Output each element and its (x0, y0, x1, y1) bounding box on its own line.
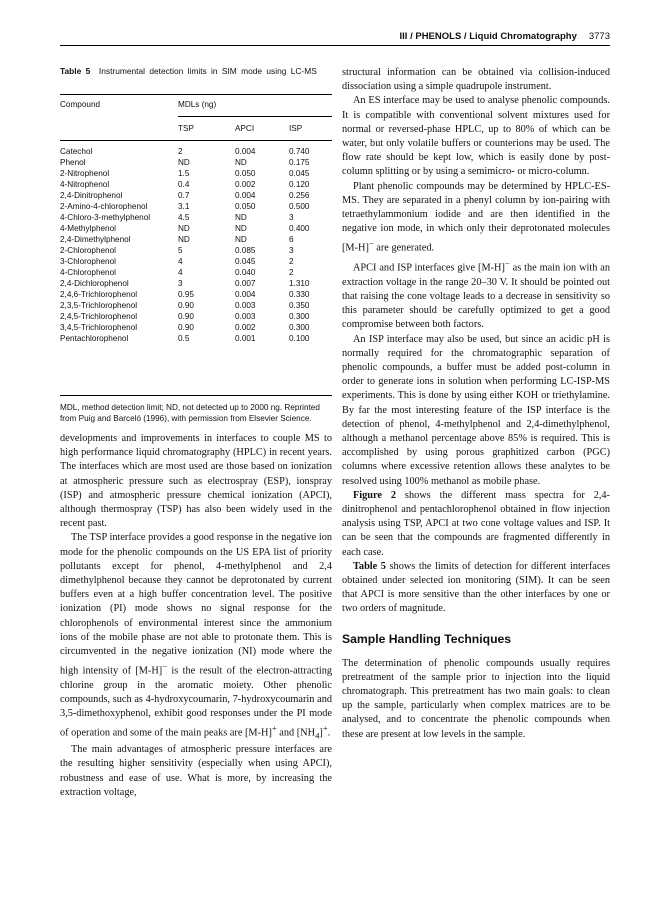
tsp-cell: 0.90 (178, 312, 194, 321)
paragraph: developments and improvements in interfaces to couple MS to high performance liquid chromatography (HPLC) in recent years. The interfaces which are most used are those based on ionization at atmospheric pressure such as electrospray (ESP), ionspray (ISP) and atmospheric pressure chemical ionization (APCI), although thermospray (TSP) has also been widely used in the recent past. (60, 433, 332, 530)
ion-formula: ] (319, 727, 323, 739)
running-head-title: III / PHENOLS / Liquid Chromatography (399, 31, 577, 42)
table-row (60, 257, 332, 267)
compound-cell: 4-Methylphenol (60, 224, 116, 233)
table-row (60, 312, 332, 322)
paragraph-text: shows the limits of detection for different interfaces obtained under selected ion monitoring (SIM). It can be seen that APCI is more sensitive than the other interfaces by one or two orders of magnitude. (342, 560, 611, 615)
tsp-cell: 1.5 (178, 169, 190, 178)
compound-cell: 2,4-Dinitrophenol (60, 191, 123, 200)
table-row (60, 290, 332, 300)
tsp-cell: ND (178, 224, 190, 233)
paragraph-text: is the result of the electron-attracting chlorine group in the aromatic moiety. Other phenolic compounds, such as 4-hydroxycoumarin, 7-hydroxycoumarin and 3,5-dimethoxyphenol, exhibit good responses under the PI mode of operation and some of the main peaks are (60, 665, 332, 739)
table-header-apci: APCI (235, 124, 255, 133)
table-caption-label: Table 5 (60, 66, 91, 76)
table-header-isp: ISP (289, 124, 303, 133)
paragraph (60, 531, 332, 743)
isp-cell: 6 (289, 235, 294, 244)
table-row (60, 191, 332, 201)
tsp-cell: 0.90 (178, 301, 194, 310)
subscript: 4 (315, 730, 320, 741)
paragraph-text: and (276, 727, 297, 739)
table-row (60, 246, 332, 256)
isp-cell: 0.256 (289, 191, 310, 200)
apci-cell: ND (235, 158, 247, 167)
table-row (60, 224, 332, 234)
table-row (60, 301, 332, 311)
apci-cell: 0.045 (235, 257, 256, 266)
compound-cell: 4-Nitrophenol (60, 180, 110, 189)
paragraph-text: as the main ion with an extraction voltage in the range 20–30 V. It should be pointed out that raising the cone voltage leads to a decrease in sensitivity so this parameter should be carefully optimized to get a good compromise between both factors. (342, 262, 610, 331)
paragraph-text: Plant phenolic compounds may be determined by HPLC-ES-MS. They are separated in a phenyl column by ion-pairing with tetraethylammonium iodide and are then identified in the negative ion mode, in which only their deprotonated molecules (342, 180, 610, 235)
apci-cell: 0.004 (235, 191, 256, 200)
compound-cell: 2,3,5-Trichlorophenol (60, 301, 138, 310)
compound-cell: 2,4,6-Trichlorophenol (60, 290, 138, 299)
tsp-cell: 4.5 (178, 213, 190, 222)
isp-cell: 0.500 (289, 202, 310, 211)
paragraph (342, 560, 610, 617)
compound-cell: Phenol (60, 158, 86, 167)
compound-cell: 3-Chlorophenol (60, 257, 116, 266)
compound-cell: 4-Chlorophenol (60, 268, 116, 277)
tsp-cell: 0.7 (178, 191, 190, 200)
paragraph-text: APCI and ISP interfaces give (353, 262, 479, 274)
compound-cell: 2-Chlorophenol (60, 246, 116, 255)
table-header-compound: Compound (60, 100, 101, 109)
tsp-cell: ND (178, 235, 190, 244)
compound-cell: 4-Chloro-3-methylphenol (60, 213, 151, 222)
isp-cell: 0.350 (289, 301, 310, 310)
paragraph (342, 180, 610, 256)
isp-cell: 0.330 (289, 290, 310, 299)
table-row (60, 180, 332, 190)
tsp-cell: 4 (178, 257, 183, 266)
table-top-rule (60, 94, 332, 95)
tsp-cell: 5 (178, 246, 183, 255)
isp-cell: 0.400 (289, 224, 310, 233)
ion-formula: [M-H] (342, 242, 369, 254)
compound-cell: Catechol (60, 147, 93, 156)
table-footnote: MDL, method detection limit; ND, not detected up to 2000 ng. Reprinted from Puig and Barceló (1996), with permission from Elsevier Science. (60, 403, 320, 423)
isp-cell: 1.310 (289, 279, 310, 288)
isp-cell: 3 (289, 213, 294, 222)
compound-cell: 2,4-Dimethylphenol (60, 235, 131, 244)
apci-cell: 0.004 (235, 290, 256, 299)
table-reference-link[interactable]: Table 5 (353, 560, 386, 572)
charge-sign: − (162, 661, 168, 672)
charge-sign: − (504, 258, 510, 269)
tsp-cell: 3.1 (178, 202, 190, 211)
paragraph: The determination of phenolic compounds usually requires pretreatment of the sample prior to injection into the liquid chromatograph. This pretreatment has two main goals: to clean up the sample, particularly when complex matrices are to be analysed, and to concentrate the phenolic compounds when these are present at low levels in the sample. (342, 657, 610, 740)
charge-sign: + (322, 723, 328, 734)
paragraph: An ES interface may be used to analyse phenolic compounds. It is compatible with conventional solvent mixtures used for normal or reversed-phase HPLC, up to 80% of which can be water, but only volatile buffers or counterions may be used. The flow rate should be kept low, which is easily done by post-column splitting or by using a semimicro- or micro-column. (342, 95, 610, 178)
apci-cell: 0.002 (235, 323, 256, 332)
compound-cell: 2,4-Dichlorophenol (60, 279, 129, 288)
table-row (60, 268, 332, 278)
table-row (60, 334, 332, 344)
charge-sign: + (271, 723, 277, 734)
tsp-cell: 4 (178, 268, 183, 277)
tsp-cell: 0.95 (178, 290, 194, 299)
paragraph: An ISP interface may also be used, but since an acidic pH is normally required for the chromatographic separation of phenolic compounds, a buffer must be added post-column in order to generate ions in solution when performing LC-ISP-MS experiments. This is done by using either KOH or triethylamine. By far the most interesting feature of the ISP interface is the detection of phenol, 4-methylphenol and 2,4-dimethylphenol, although a methanol percentage above 85% is required. This is accomplished by using porous graphitized carbon (PGC) columns where excessive retention allows these analytes to be resolved using 100% methanol as mobile phase. (342, 333, 610, 487)
table-row (60, 235, 332, 245)
table-row (60, 158, 332, 168)
paragraph-text: The TSP interface provides a good response in the negative ion mode for the phenolic compounds on the US EPA list of priority pollutants except for phenol, 4-methylphenol and 2,4 dimethylphenol because they cannot be deprotonated by current buffers even at a high buffer concentration level. The positive ionization (PI) mode shows no signal response for the chlorophenols of environmental interest since the ammonium ions of the mobile phase are not able to protonate them. This is circumvented in the negative ionization (NI) mode where the high intensity of (60, 532, 332, 677)
section-heading: Sample Handling Techniques (342, 631, 512, 646)
compound-cell: 3,4,5-Trichlorophenol (60, 323, 138, 332)
apci-cell: 0.002 (235, 180, 256, 189)
table-row (60, 147, 332, 157)
table-row (60, 169, 332, 179)
apci-cell: 0.040 (235, 268, 256, 277)
charge-sign: − (368, 238, 374, 249)
isp-cell: 0.100 (289, 334, 310, 343)
apci-cell: 0.004 (235, 147, 256, 156)
table-row (60, 213, 332, 223)
isp-cell: 0.175 (289, 158, 310, 167)
table-caption (60, 66, 332, 77)
isp-cell: 2 (289, 257, 294, 266)
tsp-cell: ND (178, 158, 190, 167)
isp-cell: 0.740 (289, 147, 310, 156)
table-header-mdls: MDLs (ng) (178, 100, 217, 109)
right-column (342, 66, 610, 742)
table-bottom-rule (60, 395, 332, 396)
tsp-cell: 0.90 (178, 323, 194, 332)
isp-cell: 0.045 (289, 169, 310, 178)
tsp-cell: 3 (178, 279, 183, 288)
apci-cell: 0.050 (235, 202, 256, 211)
paragraph (342, 489, 610, 560)
paragraph (342, 256, 610, 332)
isp-cell: 0.300 (289, 323, 310, 332)
compound-cell: Pentachlorophenol (60, 334, 129, 343)
table-header-tsp: TSP (178, 124, 194, 133)
paragraph: The main advantages of atmospheric pressure interfaces are the resulting higher sensitivity (especially when using APCI), robustness and ease of use. What is more, by increasing the extraction voltage, (60, 744, 332, 798)
isp-cell: 3 (289, 246, 294, 255)
isp-cell: 0.300 (289, 312, 310, 321)
table-mdl-rule (178, 116, 332, 117)
ion-formula: [M-H] (135, 665, 163, 677)
apci-cell: 0.007 (235, 279, 256, 288)
table-header-rule (60, 140, 332, 141)
isp-cell: 0.120 (289, 180, 310, 189)
figure-reference-link[interactable]: Figure 2 (353, 489, 397, 501)
apci-cell: 0.003 (235, 312, 256, 321)
table-row (60, 279, 332, 289)
tsp-cell: 2 (178, 147, 183, 156)
left-column (60, 432, 332, 800)
table-row (60, 323, 332, 333)
table-caption-text: Instrumental detection limits in SIM mode using LC-MS (98, 66, 317, 76)
apci-cell: ND (235, 213, 247, 222)
page-number: 3773 (588, 31, 610, 42)
paragraph-text: shows the different mass spectra for 2,4-dinitrophenol and pentachlorophenol obtained in flow injection analysis using TSP, APCI at two cone voltage values and ISP. It can be seen that the compounds are fragmented differently in each case. (342, 489, 610, 558)
ion-formula: [M-H] (478, 262, 505, 274)
tsp-cell: 0.4 (178, 180, 190, 189)
running-head (60, 31, 610, 45)
apci-cell: 0.085 (235, 246, 256, 255)
tsp-cell: 0.5 (178, 334, 190, 343)
apci-cell: ND (235, 235, 247, 244)
compound-cell: 2,4,5-Trichlorophenol (60, 312, 138, 321)
paragraph: structural information can be obtained via collision-induced dissociation using a simple quadrupole instrument. (342, 67, 610, 93)
apci-cell: ND (235, 224, 247, 233)
running-head-rule (60, 45, 610, 46)
apci-cell: 0.001 (235, 334, 256, 343)
ion-formula: [NH (296, 727, 316, 739)
table-row (60, 202, 332, 212)
apci-cell: 0.003 (235, 301, 256, 310)
ion-formula: [M-H] (245, 727, 272, 739)
apci-cell: 0.050 (235, 169, 256, 178)
isp-cell: 2 (289, 268, 294, 277)
compound-cell: 2-Amino-4-chlorophenol (60, 202, 148, 211)
paragraph-text: . (327, 727, 331, 739)
paragraph-text: are generated. (373, 242, 435, 254)
compound-cell: 2-Nitrophenol (60, 169, 110, 178)
